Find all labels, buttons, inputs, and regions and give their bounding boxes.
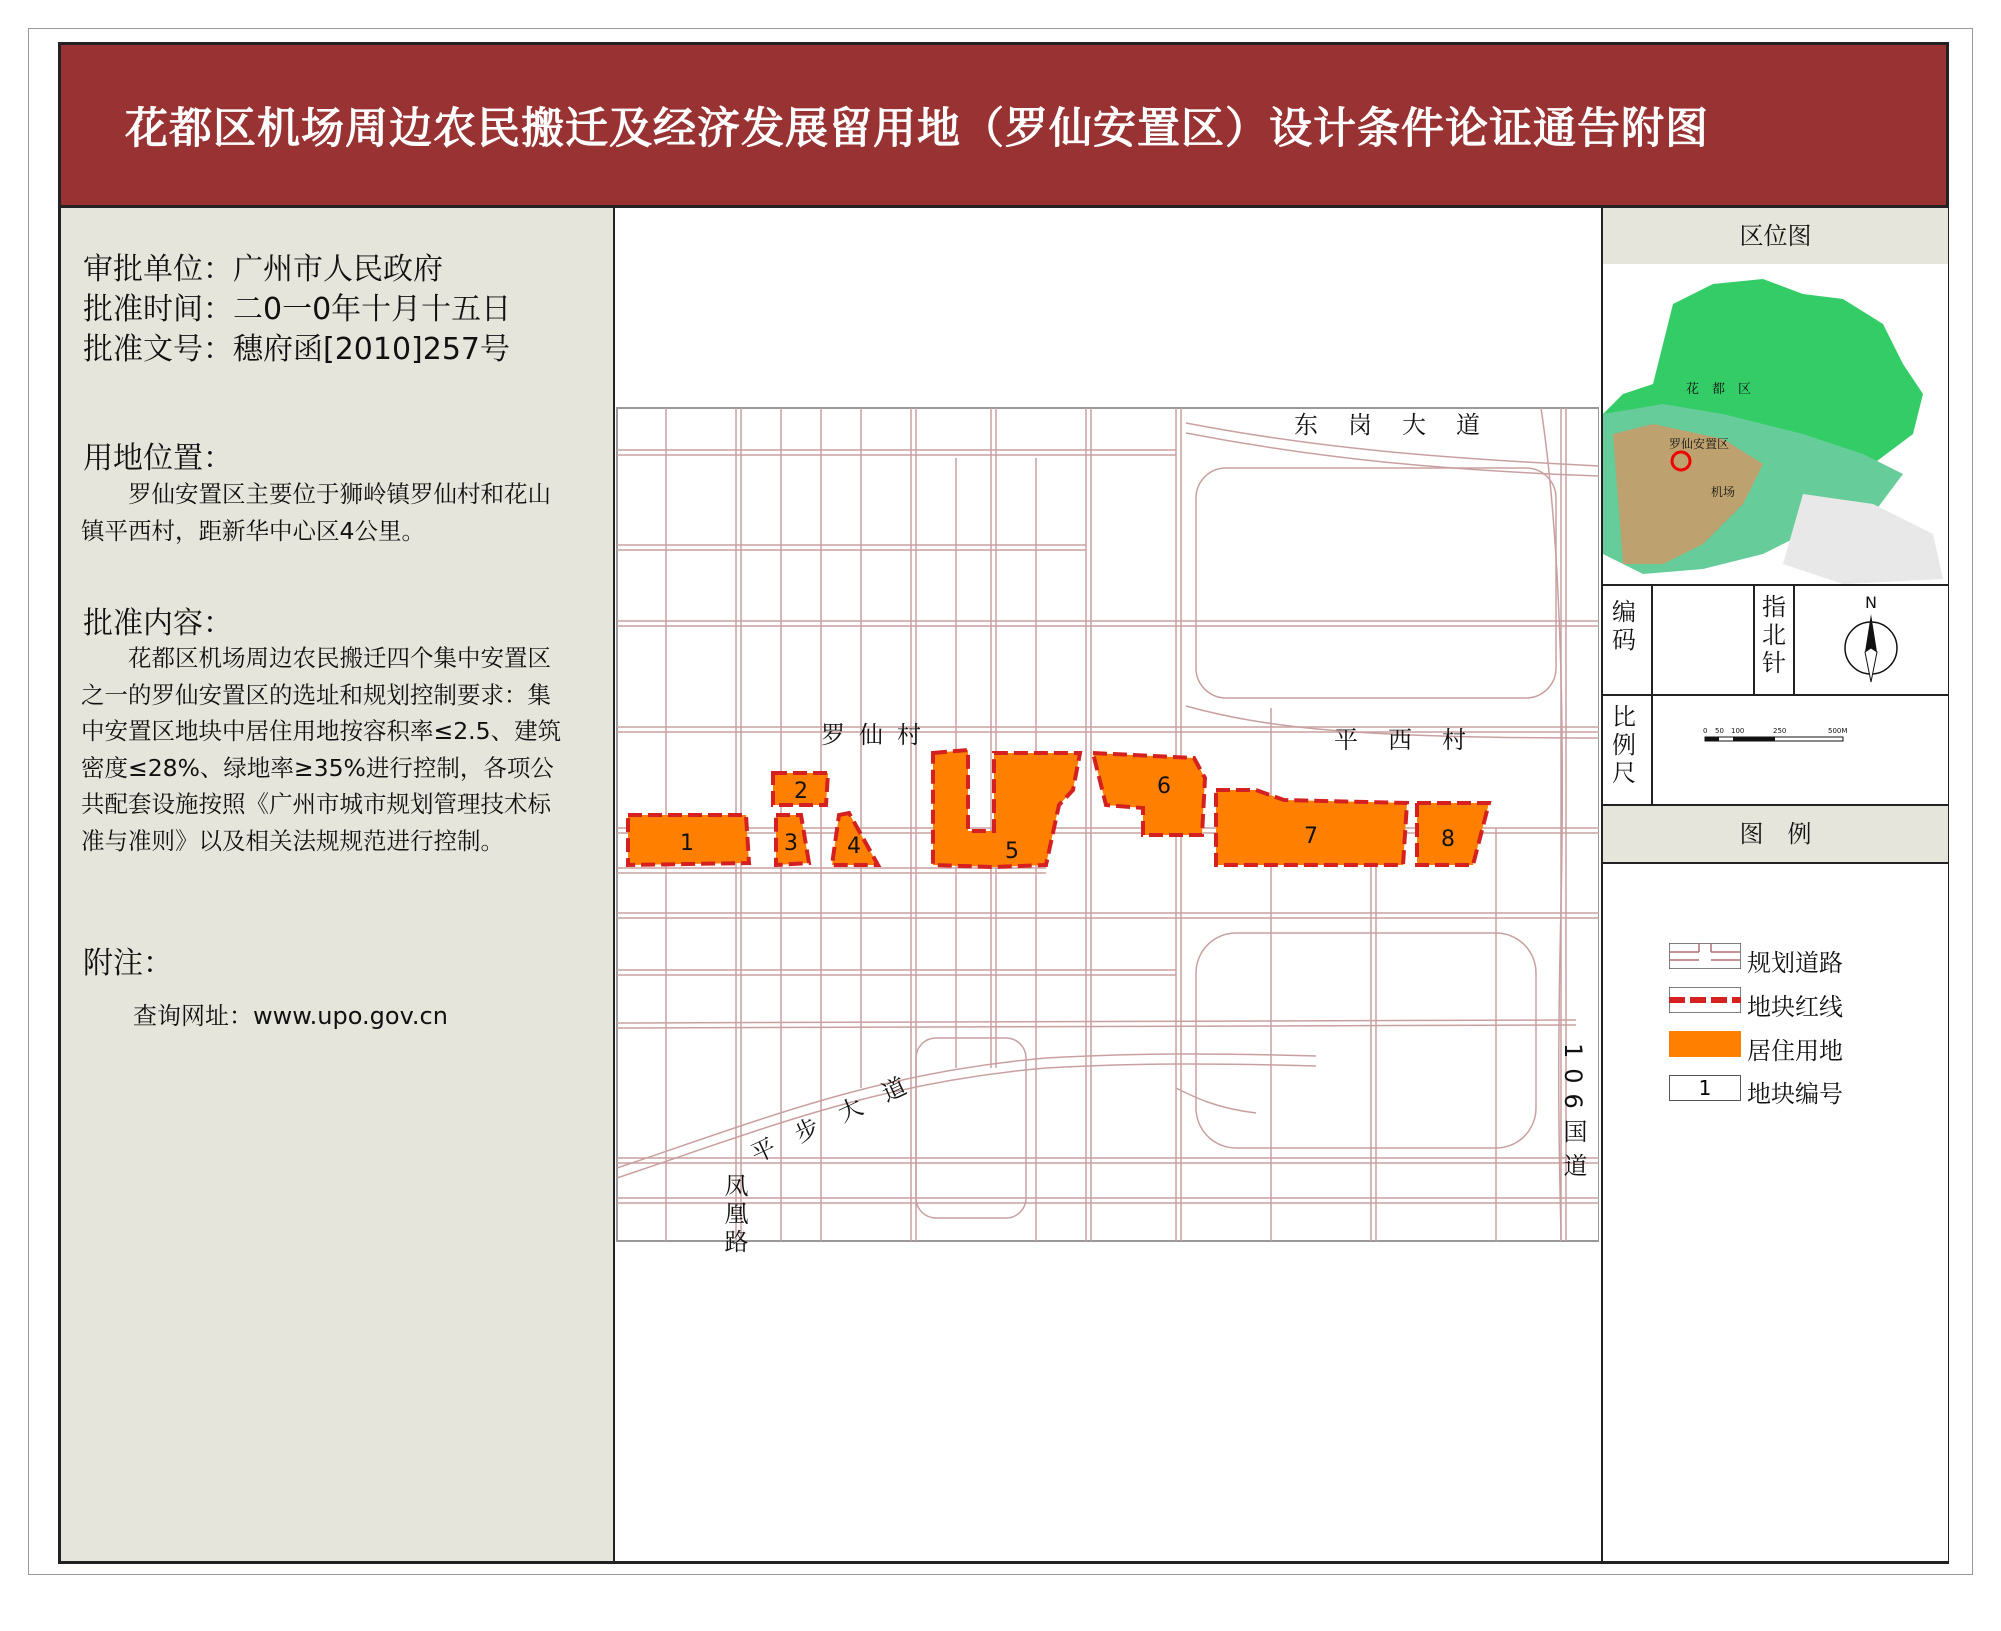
map-area — [616, 208, 1599, 1561]
road-label-106: 106国道 — [1559, 1043, 1587, 1187]
scale-label: 比例尺 — [1612, 703, 1636, 787]
inset-site-label: 罗仙安置区 — [1669, 437, 1730, 451]
scale-seg-1 — [1705, 737, 1719, 741]
scale-ticks — [1703, 727, 1847, 735]
legend-road-label: 规划道路 — [1747, 949, 1843, 977]
scale-divider — [1651, 696, 1653, 804]
legend-plot-number-swatch: 1 — [1669, 1075, 1741, 1101]
code-divider — [1651, 586, 1653, 694]
site-map — [616, 208, 1599, 1561]
scale-tick-50: 50 — [1715, 727, 1724, 735]
location-inset-map — [1603, 264, 1948, 584]
query-url[interactable]: 查询网址：www.upo.gov.cn — [133, 1002, 448, 1030]
plot-label-5: 5 — [1005, 839, 1019, 864]
scale-tick-100: 100 — [1731, 727, 1745, 735]
info-panel — [61, 208, 615, 1561]
legend-road-swatch — [1669, 943, 1741, 969]
legend-residential-swatch — [1669, 1031, 1741, 1057]
legend-road-box — [1669, 943, 1741, 969]
village-label-luoxian: 罗仙村 — [821, 721, 935, 749]
legend-redline-label: 地块红线 — [1747, 993, 1843, 1021]
legend-plot-number-label: 地块编号 — [1747, 1080, 1843, 1108]
plot-label-4: 4 — [847, 834, 861, 859]
plot-label-1: 1 — [680, 831, 694, 856]
location-heading: 用地位置： — [83, 441, 233, 476]
road-label-pingbu: 平步大道 — [746, 1061, 933, 1169]
code-label: 编码 — [1612, 598, 1636, 654]
plot-label-6: 6 — [1157, 774, 1171, 799]
north-letter: N — [1865, 593, 1877, 612]
inset-airport-label: 机场 — [1711, 485, 1736, 499]
location-text: 罗仙安置区主要位于狮岭镇罗仙村和花山镇平西村，距新华中心区4公里。 — [81, 480, 551, 545]
map-frame — [58, 42, 1949, 1564]
scale-seg-2 — [1733, 737, 1775, 741]
road-label-fenghuang: 凤凰路 — [720, 1173, 748, 1257]
divider-1 — [1603, 584, 1948, 586]
village-label-pingxi: 平西村 — [1334, 726, 1496, 754]
content-text: 花都区机场周边农民搬迁四个集中安置区之一的罗仙安置区的选址和规划控制要求：集中安置区地块中居住用地按容积率≤2.5、建筑密度≤28%、绿地率≥35%进行控制，各项公共配套设施按照《广州市城市规划管理技术标准与准则》以及相关法规规范进行控制。 — [81, 644, 562, 855]
page-title: 花都区机场周边农民搬迁及经济发展留用地（罗仙安置区）设计条件论证通告附图 — [125, 104, 1709, 154]
approval-time: 批准时间：二0一0年十月十五日 — [83, 292, 512, 327]
scale-tick-0: 0 — [1703, 727, 1708, 735]
plot-label-7: 7 — [1304, 824, 1318, 849]
legend-residential-label: 居住用地 — [1747, 1037, 1843, 1065]
scale-tick-500: 500M — [1828, 727, 1848, 735]
divider-4 — [1603, 862, 1948, 864]
approval-unit: 审批单位：广州市人民政府 — [83, 252, 443, 287]
scale-tick-250: 250 — [1773, 727, 1787, 735]
legend-title: 图 例 — [1603, 806, 1948, 862]
divider-2 — [1603, 694, 1948, 696]
scale-bar — [1703, 723, 1903, 763]
code-divider-2 — [1753, 586, 1755, 694]
north-arrow-icon — [1841, 590, 1901, 690]
legend-redline-swatch — [1669, 987, 1741, 1013]
plot-label-3: 3 — [784, 831, 798, 856]
north-arrow-head — [1865, 614, 1877, 652]
north-label: 指北针 — [1762, 593, 1786, 677]
title-bar — [61, 45, 1946, 208]
notes-heading: 附注： — [83, 946, 173, 981]
plot-label-2: 2 — [794, 779, 808, 804]
side-panel — [1601, 208, 1948, 1561]
north-divider — [1793, 586, 1795, 694]
road-label-donggang: 东岗大道 — [1294, 411, 1510, 439]
inset-district-label: 花 都 区 — [1686, 382, 1752, 397]
content-heading: 批准内容： — [83, 606, 233, 641]
location-map-title: 区位图 — [1603, 208, 1948, 264]
north-arrow-tail — [1865, 648, 1877, 682]
plot-label-8: 8 — [1441, 827, 1455, 852]
approval-doc-no: 批准文号：穗府函[2010]257号 — [83, 332, 511, 367]
